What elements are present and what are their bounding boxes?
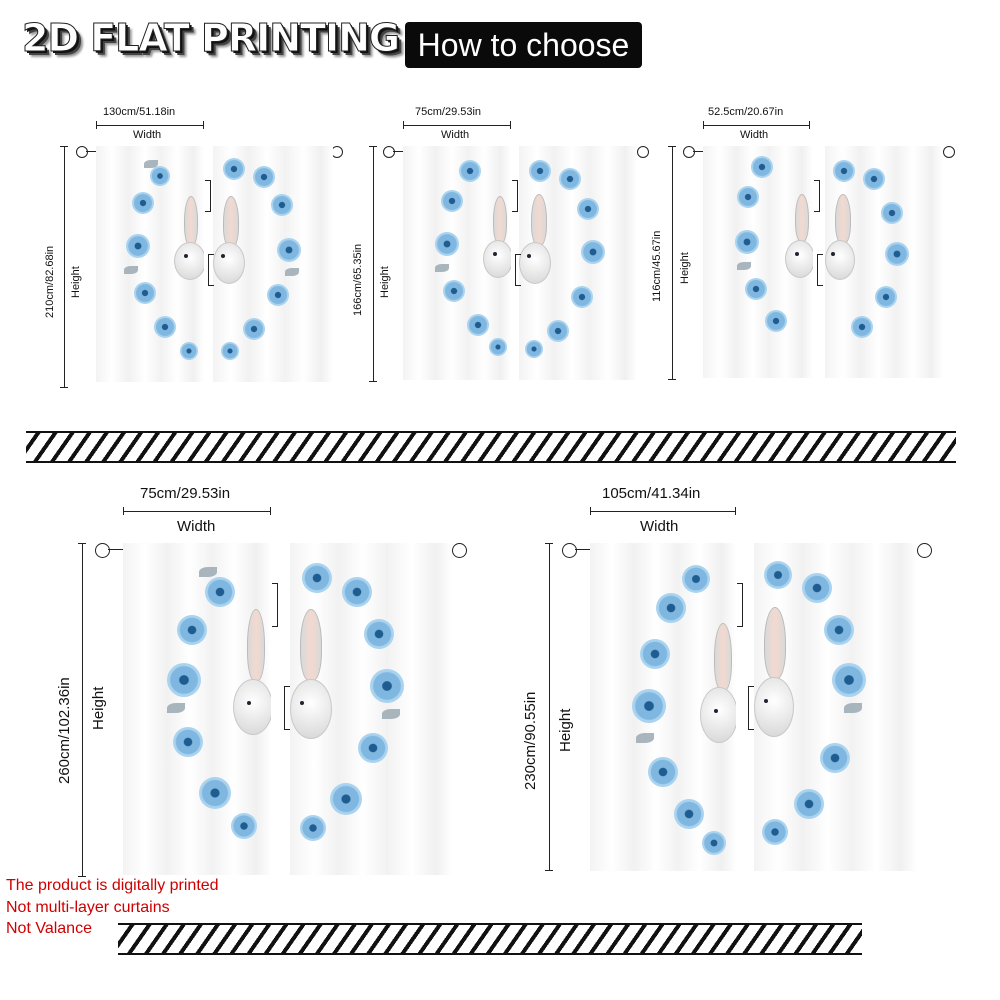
curtain-panel-right [825,146,943,378]
curtain-ring-icon [943,146,955,158]
height-tick [78,543,86,544]
height-tick [369,381,377,382]
height-value: 210cm/82.68in [44,245,56,318]
height-tick [60,146,68,147]
curtain-ring-icon [562,543,577,558]
height-label: Height [90,686,107,730]
curtain-ring-icon [383,146,395,158]
width-tick [403,121,404,129]
width-label: Width [740,129,769,141]
width-dimension-line [703,125,810,126]
width-dimension-line [96,125,204,126]
width-tick [203,121,204,129]
rod-line [693,151,703,152]
curtain-ring-icon [637,146,649,158]
width-tick [735,507,736,515]
rod-line [393,151,403,152]
curtain-panel-left [96,146,204,382]
width-label: Width [133,129,162,141]
width-tick [270,507,271,515]
height-dimension-line [373,146,374,382]
curtain-ring-icon [683,146,695,158]
height-tick [668,146,676,147]
height-value: 230cm/90.55in [522,691,539,790]
rod-line [575,549,590,550]
curtain-ring-icon [917,543,932,558]
width-tick [510,121,511,129]
height-dimension-line [672,146,673,380]
height-value: 166cm/65.35in [352,243,364,316]
note-not-valance: Not Valance [6,920,92,937]
height-tick [668,379,676,380]
width-label: Width [177,518,216,535]
width-tick [96,121,97,129]
note-digitally-printed: The product is digitally printed [6,877,219,894]
rod-line [86,151,96,152]
width-tick [123,507,124,515]
height-label: Height [679,252,691,284]
floor-hatch-line [118,923,862,955]
width-value: 75cm/29.53in [415,106,482,118]
height-dimension-line [549,543,550,871]
height-label: Height [70,266,82,298]
height-value: 260cm/102.36in [56,677,73,784]
height-tick [369,146,377,147]
width-tick [590,507,591,515]
height-value: 116cm/45.67in [651,230,663,302]
curtain-panel-left [403,146,511,380]
width-label: Width [640,518,679,535]
title-2d-flat-printing: 2D FLAT PRINTING [22,16,400,60]
note-not-multi-layer: Not multi-layer curtains [6,899,170,916]
width-tick [703,121,704,129]
curtain-ring-icon [95,543,110,558]
height-label: Height [379,266,391,298]
width-tick [809,121,810,129]
curtain-panel-right [519,146,637,380]
height-tick [545,870,553,871]
rod-line [108,549,123,550]
height-tick [545,543,553,544]
how-to-choose-label: How to choose [405,22,642,68]
width-value: 75cm/29.53in [140,485,231,502]
curtain-panel-left [703,146,813,378]
curtain-panel-left [590,543,736,871]
width-value: 130cm/51.18in [103,106,176,118]
width-value: 105cm/41.34in [602,485,701,502]
curtain-panel-left [123,543,271,875]
curtain-ring-icon [76,146,88,158]
height-dimension-line [64,146,65,388]
height-tick [60,387,68,388]
curtain-ring-icon [452,543,467,558]
width-label: Width [441,129,470,141]
height-label: Height [557,708,574,752]
width-dimension-line [123,511,271,512]
curtain-panel-right [754,543,917,871]
height-dimension-line [82,543,83,877]
width-value: 52.5cm/20.67in [708,106,784,118]
floor-hatch-line [26,431,956,463]
curtain-panel-right [290,543,452,875]
curtain-panel-right [213,146,333,382]
width-dimension-line [590,511,736,512]
width-dimension-line [403,125,511,126]
